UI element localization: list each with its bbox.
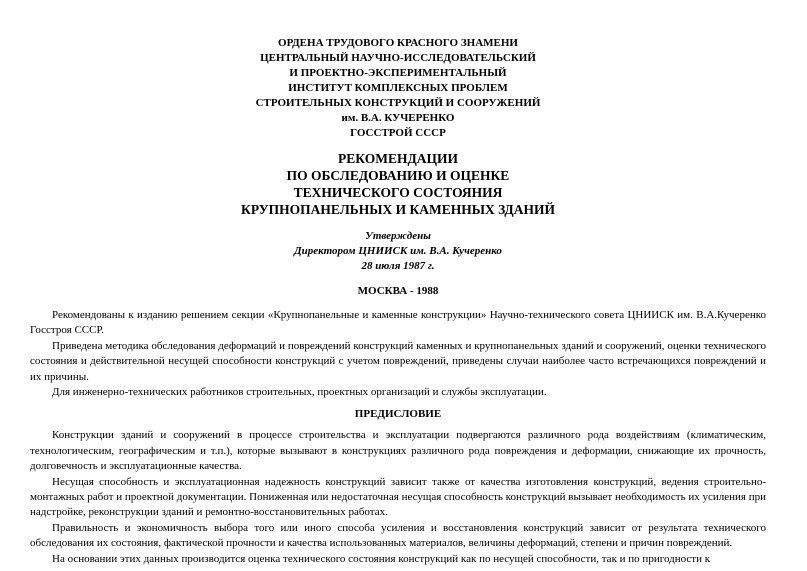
intro-paragraph: Приведена методика обследования деформаций и повреждений конструкций каменных и крупнопанельных зданий и сооружений, оценки технического состояния и действительной несущей способности конструкций с учетом повреждений, приведены случаи наиболее часто встречающихся повреждений и их причины.	[30, 339, 766, 383]
approval-block	[30, 229, 766, 274]
intro-paragraph: Рекомендованы к изданию решением секции «Крупнопанельные и каменные конструкции» Научно-технического совета ЦНИИСК им. В.А.Кучеренко Госстроя СССР.	[30, 309, 766, 337]
approval-line: Утверждены	[365, 230, 431, 242]
title-line: РЕКОМЕНДАЦИИ	[338, 151, 458, 166]
organization-line: им. В.А. КУЧЕРЕНКО	[341, 112, 455, 124]
preface-paragraph: Конструкции зданий и сооружений в процессе строительства и эксплуатации подвергаются различного рода воздействиям (климатическим, технологическим, географическим и т.п.), которые вызывают в конструкциях различного рода повреждения и деформации, снижающие их прочность, долговечность и эксплуатационные качества.	[30, 429, 766, 473]
title-line: ТЕХНИЧЕСКОГО СОСТОЯНИЯ	[293, 185, 503, 200]
organization-line: ОРДЕНА ТРУДОВОГО КРАСНОГО ЗНАМЕНИ	[278, 37, 518, 49]
organization-line: ГОССТРОЙ СССР	[350, 127, 446, 139]
organization-line: СТРОИТЕЛЬНЫХ КОНСТРУКЦИЙ И СООРУЖЕНИЙ	[255, 97, 541, 109]
approval-line: Директором ЦНИИСК им. В.А. Кучеренко	[294, 245, 502, 257]
title-line: КРУПНОПАНЕЛЬНЫХ И КАМЕННЫХ ЗДАНИЙ	[241, 202, 555, 217]
document-page	[30, 36, 766, 567]
preface-section	[30, 428, 766, 567]
preface-paragraph: Несущая способность и эксплуатационная надежность конструкций зависит также от качества изготовления конструкций, ведения строительно-монтажных работ и проектной документации. Пониженная или недостаточная несущая способность конструкций вызывает необходимость их усиления при надстройке, реконструкции зданий и ремонтно-восстановительных работах.	[30, 475, 766, 519]
organization-line: И ПРОЕКТНО-ЭКСПЕРИМЕНТАЛЬНЫЙ	[289, 67, 507, 79]
preface-heading: ПРЕДИСЛОВИЕ	[354, 408, 442, 421]
organization-line: ИНСТИТУТ КОМПЛЕКСНЫХ ПРОБЛЕМ	[288, 82, 508, 94]
approval-date: 28 июля 1987 г.	[361, 260, 435, 272]
organization-line: ЦЕНТРАЛЬНЫЙ НАУЧНО-ИССЛЕДОВАТЕЛЬСКИЙ	[260, 52, 536, 64]
intro-paragraph: Для инженерно-технических работников строительных, проектных организаций и службы эксплуатации.	[52, 386, 547, 399]
document-title	[30, 150, 766, 218]
organization-header	[30, 36, 766, 141]
intro-section	[30, 308, 766, 400]
preface-paragraph: Правильность и экономичность выбора того или иного способа усиления и восстановления конструкций зависит от результата технического обследования их состояния, фактической прочности и качества использованных материалов, величины деформаций, степени и причин повреждений.	[30, 521, 766, 550]
preface-paragraph: На основании этих данных производится оценка технического состояния конструкций как по несущей способности, так и по пригодности к	[52, 552, 711, 565]
title-line: ПО ОБСЛЕДОВАНИЮ И ОЦЕНКЕ	[286, 168, 510, 183]
place-year: МОСКВА - 1988	[357, 285, 439, 297]
